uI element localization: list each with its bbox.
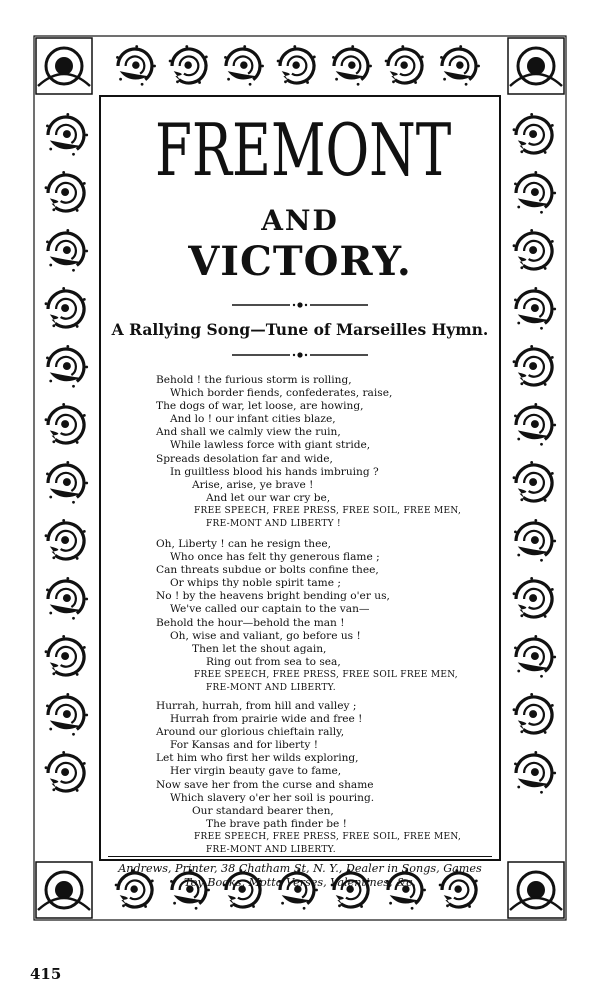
verse-line: No ! by the heavens bright bending o'er us, (156, 590, 390, 603)
imprint-line-1: Andrews, Printer, 38 Chatham St, N. Y., Dealer in Songs, Games (118, 862, 482, 875)
verse-line: Arise, arise, ye brave ! (192, 478, 314, 491)
imprint-rule (108, 856, 492, 857)
verse-line: Which slavery o'er her soil is pouring. (170, 791, 375, 804)
verse-line: While lawless force with giant stride, (170, 439, 371, 452)
scroll-ornament-icon (46, 577, 88, 620)
verse-line: Can threats subdue or bolts confine thee, (156, 564, 379, 577)
verse-line: Or whips thy noble spirit tame ; (170, 577, 341, 590)
scroll-ornament-icon (45, 635, 86, 676)
verse-line: The dogs of war, let loose, are howing, (156, 400, 364, 413)
verse-line: Spreads desolation far and wide, (156, 452, 333, 465)
scroll-ornament-icon (514, 635, 556, 678)
corner-ornament-icon (508, 862, 564, 918)
title-victory: VICTORY. (188, 238, 412, 285)
scroll-ornament-icon (513, 113, 554, 154)
verse-line: Now save her from the curse and shame (156, 778, 374, 791)
verse-line: Oh, wise and valiant, go before us ! (170, 629, 361, 642)
verse-line: Our standard bearer then, (192, 804, 334, 817)
verse-line: Which border fiends, confederates, raise, (170, 387, 393, 400)
verse-1 (156, 374, 486, 531)
verse-line: Behold ! the furious storm is rolling, (156, 374, 352, 386)
imprint-line-2: Toy Books, Motto Verses, Valentines, &c. (184, 876, 416, 889)
scroll-ornament-icon (513, 229, 554, 270)
verse-line: And let our war cry be, (206, 491, 331, 504)
verse-line: Let him who first her wilds exploring, (156, 752, 359, 765)
verse-line: And lo ! our infant cities blaze, (170, 413, 336, 426)
verse-2 (156, 538, 486, 695)
double-rule-ornament (104, 300, 496, 310)
verse-line: For Kansas and for liberty ! (170, 739, 318, 752)
scroll-ornament-icon (513, 693, 554, 734)
double-rule-ornament (104, 350, 496, 360)
verse-line: Who once has felt thy generous flame ; (170, 551, 380, 564)
chorus-line: FREE SPEECH, FREE PRESS, FREE SOIL, FREE MEN, (194, 831, 462, 842)
page-number: 415 (30, 965, 62, 983)
corner-ornament-icon (36, 862, 92, 918)
verse-line: Oh, Liberty ! can he resign thee, (156, 538, 332, 550)
verse-line: The brave path finder be ! (206, 817, 347, 830)
scroll-ornament-icon (514, 519, 556, 562)
scroll-ornament-icon (440, 45, 480, 85)
title-and: AND (261, 204, 339, 237)
scroll-ornament-icon (513, 577, 554, 618)
scroll-ornament-icon (514, 403, 556, 446)
scroll-ornament-icon (224, 45, 264, 85)
verse-line: Her virgin beauty gave to fame, (170, 765, 342, 778)
scroll-ornament-icon (169, 45, 208, 84)
scroll-ornament-icon (46, 113, 88, 156)
verse-line: And shall we calmly view the ruin, (156, 426, 341, 439)
scroll-ornament-icon (514, 751, 556, 794)
title-fremont: FREMONT (154, 108, 452, 192)
broadside-content (104, 92, 496, 892)
scroll-ornament-icon (46, 461, 88, 504)
verse-line: Ring out from sea to sea, (206, 655, 341, 668)
scroll-ornament-icon (277, 45, 316, 84)
verse-line: Hurrah from prairie wide and free ! (170, 713, 363, 726)
scroll-ornament-icon (514, 171, 556, 214)
verse-line: Around our glorious chieftain rally, (156, 726, 345, 739)
scroll-ornament-icon (45, 751, 86, 792)
verse-line: In guiltless blood his hands imbruing ? (170, 465, 379, 478)
scroll-ornament-icon (45, 403, 86, 444)
chorus-line: FRE-MONT AND LIBERTY ! (206, 519, 341, 530)
corner-ornament-icon (36, 38, 92, 94)
scroll-ornament-icon (116, 45, 156, 85)
chorus-line: FRE-MONT AND LIBERTY. (206, 845, 336, 856)
scroll-ornament-icon (513, 461, 554, 502)
chorus-line: FREE SPEECH, FREE PRESS, FREE SOIL FREE MEN, (194, 669, 458, 680)
chorus-line: FREE SPEECH, FREE PRESS, FREE SOIL, FREE MEN, (194, 505, 462, 516)
scroll-ornament-icon (385, 45, 424, 84)
scroll-ornament-icon (46, 345, 88, 388)
chorus-line: FRE-MONT AND LIBERTY. (206, 683, 336, 694)
printer-imprint (104, 862, 496, 890)
scroll-ornament-icon (514, 287, 556, 330)
scroll-ornament-icon (513, 345, 554, 386)
scroll-ornament-icon (45, 519, 86, 560)
verse-line: Hurrah, hurrah, from hill and valley ; (156, 700, 357, 712)
verse-line: We've called our captain to the van— (170, 603, 370, 616)
scroll-ornament-icon (45, 287, 86, 328)
subtitle: A Rallying Song—Tune of Marseilles Hymn. (111, 320, 489, 339)
scroll-ornament-icon (332, 45, 372, 85)
scroll-ornament-icon (45, 171, 86, 212)
verse-line: Behold the hour—behold the man ! (156, 616, 345, 629)
corner-ornament-icon (508, 38, 564, 94)
scroll-ornament-icon (46, 693, 88, 736)
verse-line: Then let the shout again, (192, 642, 327, 655)
scroll-ornament-icon (46, 229, 88, 272)
verse-3 (156, 700, 486, 857)
